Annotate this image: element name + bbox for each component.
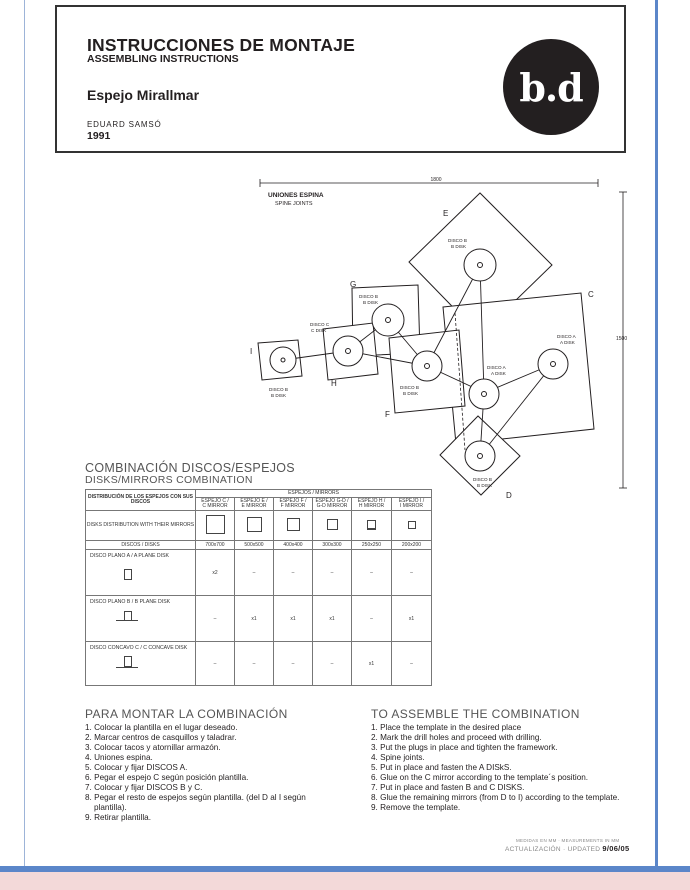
mirror-c <box>443 293 594 444</box>
mirror-size-icon <box>313 511 352 541</box>
mirror-size-icon <box>235 511 274 541</box>
instruction-step: 2. Mark the drill holes and proceed with drilling. <box>371 733 542 742</box>
table-cell: – <box>352 550 392 596</box>
mirror-size: 500x500 <box>235 541 274 550</box>
measurements-note: MEDIDAS EN MM · MEASUREMENTS IN MM <box>516 838 620 843</box>
disk-label: B DISK <box>271 393 287 398</box>
mirror-col-header: ESPEJO E / E MIRROR <box>235 498 274 511</box>
combination-subtitle: DISKS/MIRRORS COMBINATION <box>85 474 253 486</box>
disk-row-label: DISCO PLANO B / B PLANE DISK <box>86 596 196 642</box>
table-corner-en: DISKS DISTRIBUTION WITH THEIR MIRRORS <box>86 511 196 541</box>
instruction-step: 4. Spine joints. <box>371 753 425 762</box>
disk-row-label: DISCO CONCAVO C / C CONCAVE DISK <box>86 642 196 686</box>
table-cell: x1 <box>352 642 392 686</box>
bd-logo: b.d <box>503 39 599 135</box>
disk-label: DISCO B <box>269 387 288 392</box>
disk-label: B DISK <box>477 483 493 488</box>
disk-label: DISCO B <box>473 477 492 482</box>
instruction-step: 7. Colocar y fijar DISCOS B y C. <box>85 783 203 792</box>
design-year: 1991 <box>87 130 111 142</box>
table-cell: – <box>313 550 352 596</box>
disk-label: DISCO A <box>557 334 576 339</box>
height-dimension: 1500 <box>616 336 628 342</box>
disk-label: C DISK <box>311 328 327 333</box>
table-cell: – <box>313 642 352 686</box>
mirror-col-header: ESPEJO C / C MIRROR <box>196 498 235 511</box>
update-date: 9/06/05 <box>602 844 630 853</box>
mirror-label-e: E <box>443 209 449 218</box>
instructions-list-es <box>85 723 330 823</box>
bottom-strip <box>0 872 690 890</box>
table-cell: – <box>352 596 392 642</box>
disk-label: A DISK <box>491 371 506 376</box>
table-cell: – <box>392 642 432 686</box>
table-cell: – <box>274 642 313 686</box>
mirror-size: 200x200 <box>392 541 432 550</box>
mirror-size: 400x400 <box>274 541 313 550</box>
instruction-step: 9. Remove the template. <box>371 803 461 812</box>
mirrors-header: ESPEJOS / MIRRORS <box>196 490 432 498</box>
mirror-label-f: F <box>385 410 390 419</box>
table-cell: x1 <box>274 596 313 642</box>
mirror-label-d: D <box>506 491 512 500</box>
doc-subtitle: ASSEMBLING INSTRUCTIONS <box>87 53 239 65</box>
spine-joints-label-es: UNIONES ESPINA <box>268 192 324 199</box>
table-cell: x2 <box>196 550 235 596</box>
disk-label: DISCO B <box>359 294 378 299</box>
width-dimension: 1800 <box>430 177 442 183</box>
table-cell: – <box>196 642 235 686</box>
instruction-step: 3. Colocar tacos y atornillar armazón. <box>85 743 221 752</box>
instruction-step: 1. Place the template in the desired place <box>371 723 522 732</box>
disk-label: DISCO C <box>310 322 330 327</box>
table-row <box>86 550 432 596</box>
disks-mirrors-table <box>85 489 432 686</box>
disk-row-label: DISCO PLANO A / A PLANE DISK <box>86 550 196 596</box>
mirror-size-icon <box>196 511 235 541</box>
mirror-col-header: ESPEJO G-D / G-D MIRROR <box>313 498 352 511</box>
instruction-step: 5. Colocar y fijar DISCOS A. <box>85 763 188 772</box>
table-cell: x1 <box>392 596 432 642</box>
instruction-step: 7. Put in place and fasten B and C DISKS. <box>371 783 525 792</box>
mirror-label-h: H <box>331 379 337 388</box>
doc-title: INSTRUCCIONES DE MONTAJE <box>87 35 355 55</box>
instruction-step: 6. Pegar el espejo C según posición plantilla. <box>85 773 249 782</box>
disk-label: B DISK <box>451 244 467 249</box>
disk-label: DISCO B <box>400 385 419 390</box>
instruction-step: 1. Colocar la plantilla en el lugar deseado. <box>85 723 238 732</box>
instruction-step: 8. Pegar el resto de espejos según plantilla. (del D al I según plantilla). <box>85 793 306 812</box>
mirror-size-icon <box>274 511 313 541</box>
instruction-step: 2. Marcar centros de casquillos y taladrar. <box>85 733 237 742</box>
table-cell: x1 <box>235 596 274 642</box>
disk-label: DISCO B <box>448 238 467 243</box>
table-cell: – <box>196 596 235 642</box>
spine-joints-label-en: SPINE JOINTS <box>275 201 313 207</box>
combination-title: COMBINACIÓN DISCOS/ESPEJOS <box>85 461 295 475</box>
product-name: Espejo Mirallmar <box>87 87 200 103</box>
mirror-size: 300x300 <box>313 541 352 550</box>
designer-name: EDUARD SAMSÓ <box>87 120 162 129</box>
mirror-label-c: C <box>588 290 594 299</box>
instruction-step: 8. Glue the remaining mirrors (from D to I) according to the template. <box>371 793 620 802</box>
table-cell: – <box>274 550 313 596</box>
mirror-col-header: ESPEJO H / H MIRROR <box>352 498 392 511</box>
table-cell: – <box>235 642 274 686</box>
disk-label: B DISK <box>403 391 419 396</box>
mirror-label-g: G <box>350 280 357 289</box>
table-row <box>86 596 432 642</box>
table-cell: – <box>235 550 274 596</box>
mirror-col-header: ESPEJO I / I MIRROR <box>392 498 432 511</box>
table-corner-es: DISTRIBUCIÓN DE LOS ESPEJOS CON SUS DISCOS <box>86 490 196 511</box>
discs-header: DISCOS / DISKS <box>86 541 196 550</box>
mirror-size: 250x250 <box>352 541 392 550</box>
mirror-col-header: ESPEJO F / F MIRROR <box>274 498 313 511</box>
instructions-title-en: TO ASSEMBLE THE COMBINATION <box>371 707 580 721</box>
disk-label: DISCO A <box>487 365 506 370</box>
header-box <box>55 5 626 153</box>
instruction-step: 4. Uniones espina. <box>85 753 153 762</box>
instructions-title-es: PARA MONTAR LA COMBINACIÓN <box>85 707 288 721</box>
instructions-list-en <box>371 723 631 813</box>
update-line: ACTUALIZACIÓN · UPDATED 9/06/05 <box>505 844 630 853</box>
table-cell: x1 <box>313 596 352 642</box>
instruction-step: 9. Retirar plantilla. <box>85 813 151 822</box>
disk-label: B DISK <box>363 300 379 305</box>
instruction-step: 5. Put in place and fasten the A DISkS. <box>371 763 512 772</box>
mirror-size: 700x700 <box>196 541 235 550</box>
assembly-diagram <box>0 170 690 510</box>
disk-label: A DISK <box>560 340 575 345</box>
table-row <box>86 642 432 686</box>
mirror-size-icon <box>352 511 392 541</box>
instruction-step: 6. Glue on the C mirror according to the template´s position. <box>371 773 589 782</box>
mirror-size-icon <box>392 511 432 541</box>
mirror-label-i: I <box>250 347 253 356</box>
table-cell: – <box>392 550 432 596</box>
instruction-step: 3. Put the plugs in place and tighten the framework. <box>371 743 558 752</box>
